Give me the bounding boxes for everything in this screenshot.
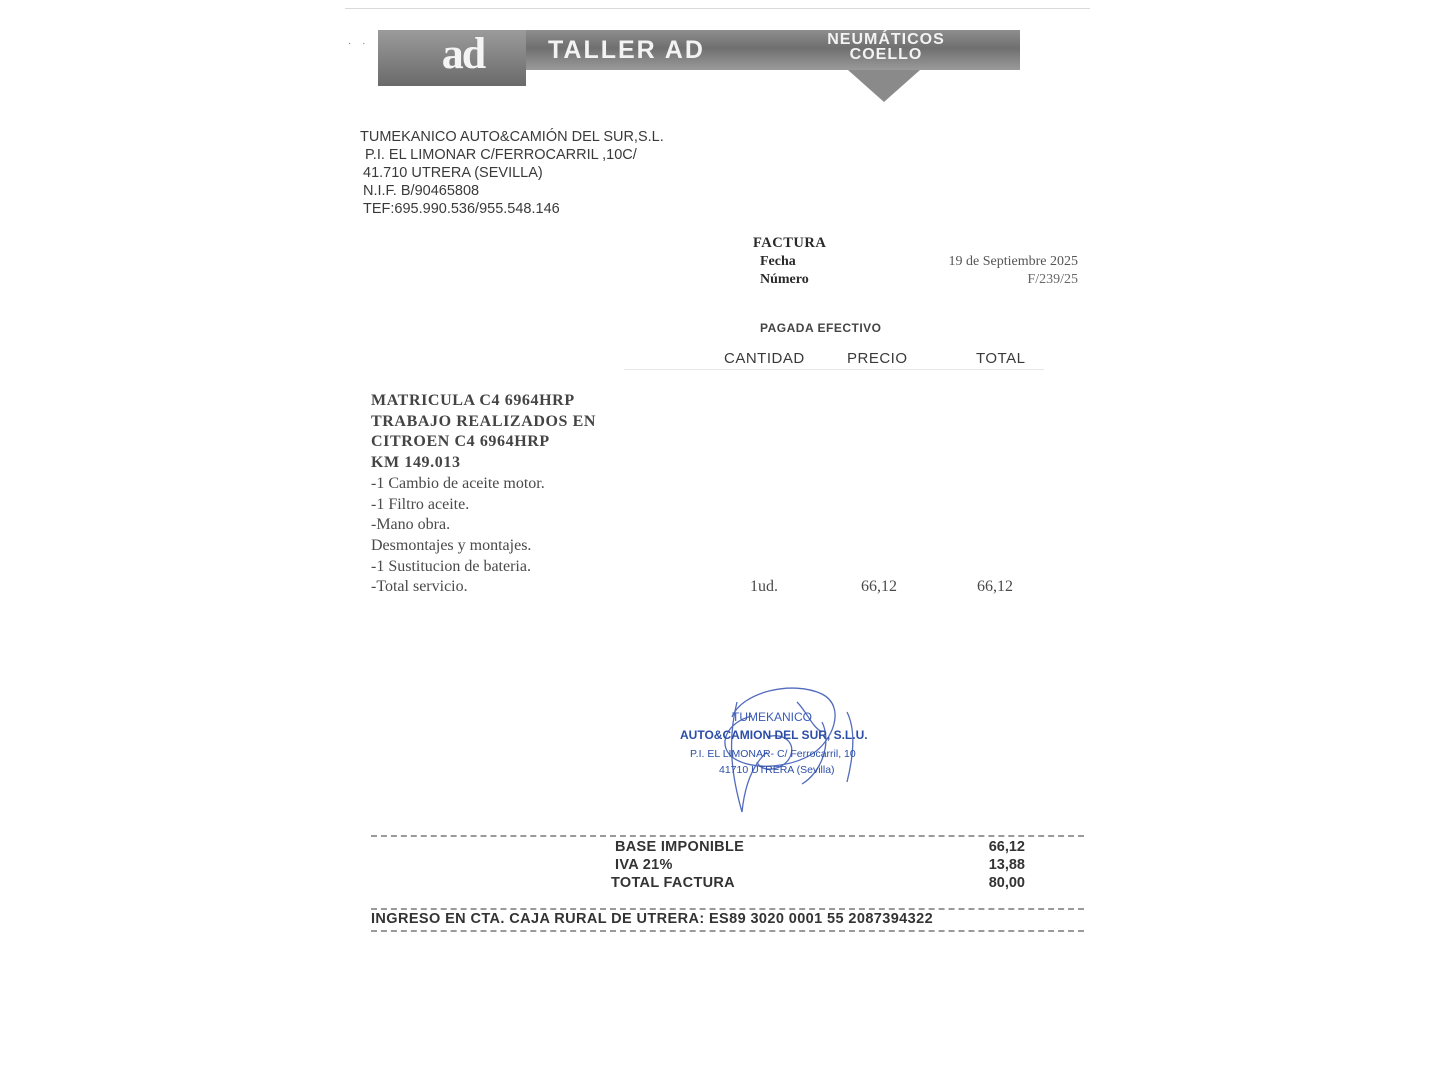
description-bold-line: CITROEN C4 6964HRP [371,433,550,451]
stamp-line-4: 41710 UTRERA (Sevilla) [719,764,835,776]
bank-top-divider [371,908,1084,910]
number-label: Número [760,272,809,287]
line-price: 66,12 [861,578,897,595]
line-total: 66,12 [977,578,1013,595]
taller-ad-title: TALLER AD [548,36,705,64]
description-bold-line: TRABAJO REALIZADOS EN [371,412,597,430]
payment-status: PAGADA EFECTIVO [760,321,882,335]
company-block [360,128,664,218]
coello-line: COELLO [849,46,923,63]
ad-logo: ad [441,29,485,78]
description-item: -Total servicio. [371,578,468,596]
description-item: -1 Cambio de aceite motor. [371,474,545,492]
total-value: 80,00 [988,875,1025,891]
date-label: Fecha [760,254,796,269]
column-header-cantidad: CANTIDAD [724,350,805,367]
stamp-line-3: P.I. EL LIMONAR- C/ Ferrocarril, 10 [690,748,856,760]
company-nif: N.I.F. B/90465808 [363,183,480,199]
date-value: 19 de Septiembre 2025 [948,254,1078,269]
base-value: 66,12 [988,839,1025,855]
base-label: BASE IMPONIBLE [615,839,745,855]
stamp-line-2: AUTO&CAMION DEL SUR, S.L.U. [680,728,868,742]
column-header-total: TOTAL [976,350,1026,367]
line-description [371,391,596,598]
invoice-title: FACTURA [753,235,827,251]
header-divider [624,369,1044,370]
totals-top-divider [371,835,1084,837]
scan-specks: · · [348,38,370,49]
iva-value: 13,88 [988,857,1025,873]
line-quantity: 1ud. [750,578,778,595]
total-label: TOTAL FACTURA [611,875,735,891]
neumaticos-coello-title [790,32,982,62]
description-item: Desmontajes y montajes. [371,536,532,554]
company-stamp [672,682,872,817]
bank-account-line: INGRESO EN CTA. CAJA RURAL DE UTRERA: ES89 3020 0001 55 2087394322 [371,911,934,927]
description-item: -1 Filtro aceite. [371,495,470,513]
description-item: -1 Sustitucion de bateria. [371,557,531,575]
company-phone: TEF:695.990.536/955.548.146 [363,201,560,217]
company-address: P.I. EL LIMONAR C/FERROCARRIL ,10C/ [365,147,637,163]
stamp-line-1: TUMEKANICO [732,710,813,724]
number-value: F/239/25 [1027,272,1078,287]
company-name: TUMEKANICO AUTO&CAMIÓN DEL SUR,S.L. [360,129,664,145]
description-bold-line: MATRICULA C4 6964HRP [371,392,575,409]
bank-bottom-divider [371,930,1084,932]
description-item: -Mano obra. [371,516,451,534]
column-header-precio: PRECIO [847,350,908,367]
neumaticos-line: NEUMÁTICOS [827,31,945,48]
description-bold-line: KM 149.013 [371,454,461,472]
iva-label: IVA 21% [615,857,673,873]
company-city: 41.710 UTRERA (SEVILLA) [363,165,543,181]
top-scan-edge [345,8,1090,9]
banner-arrow-icon [848,70,920,102]
